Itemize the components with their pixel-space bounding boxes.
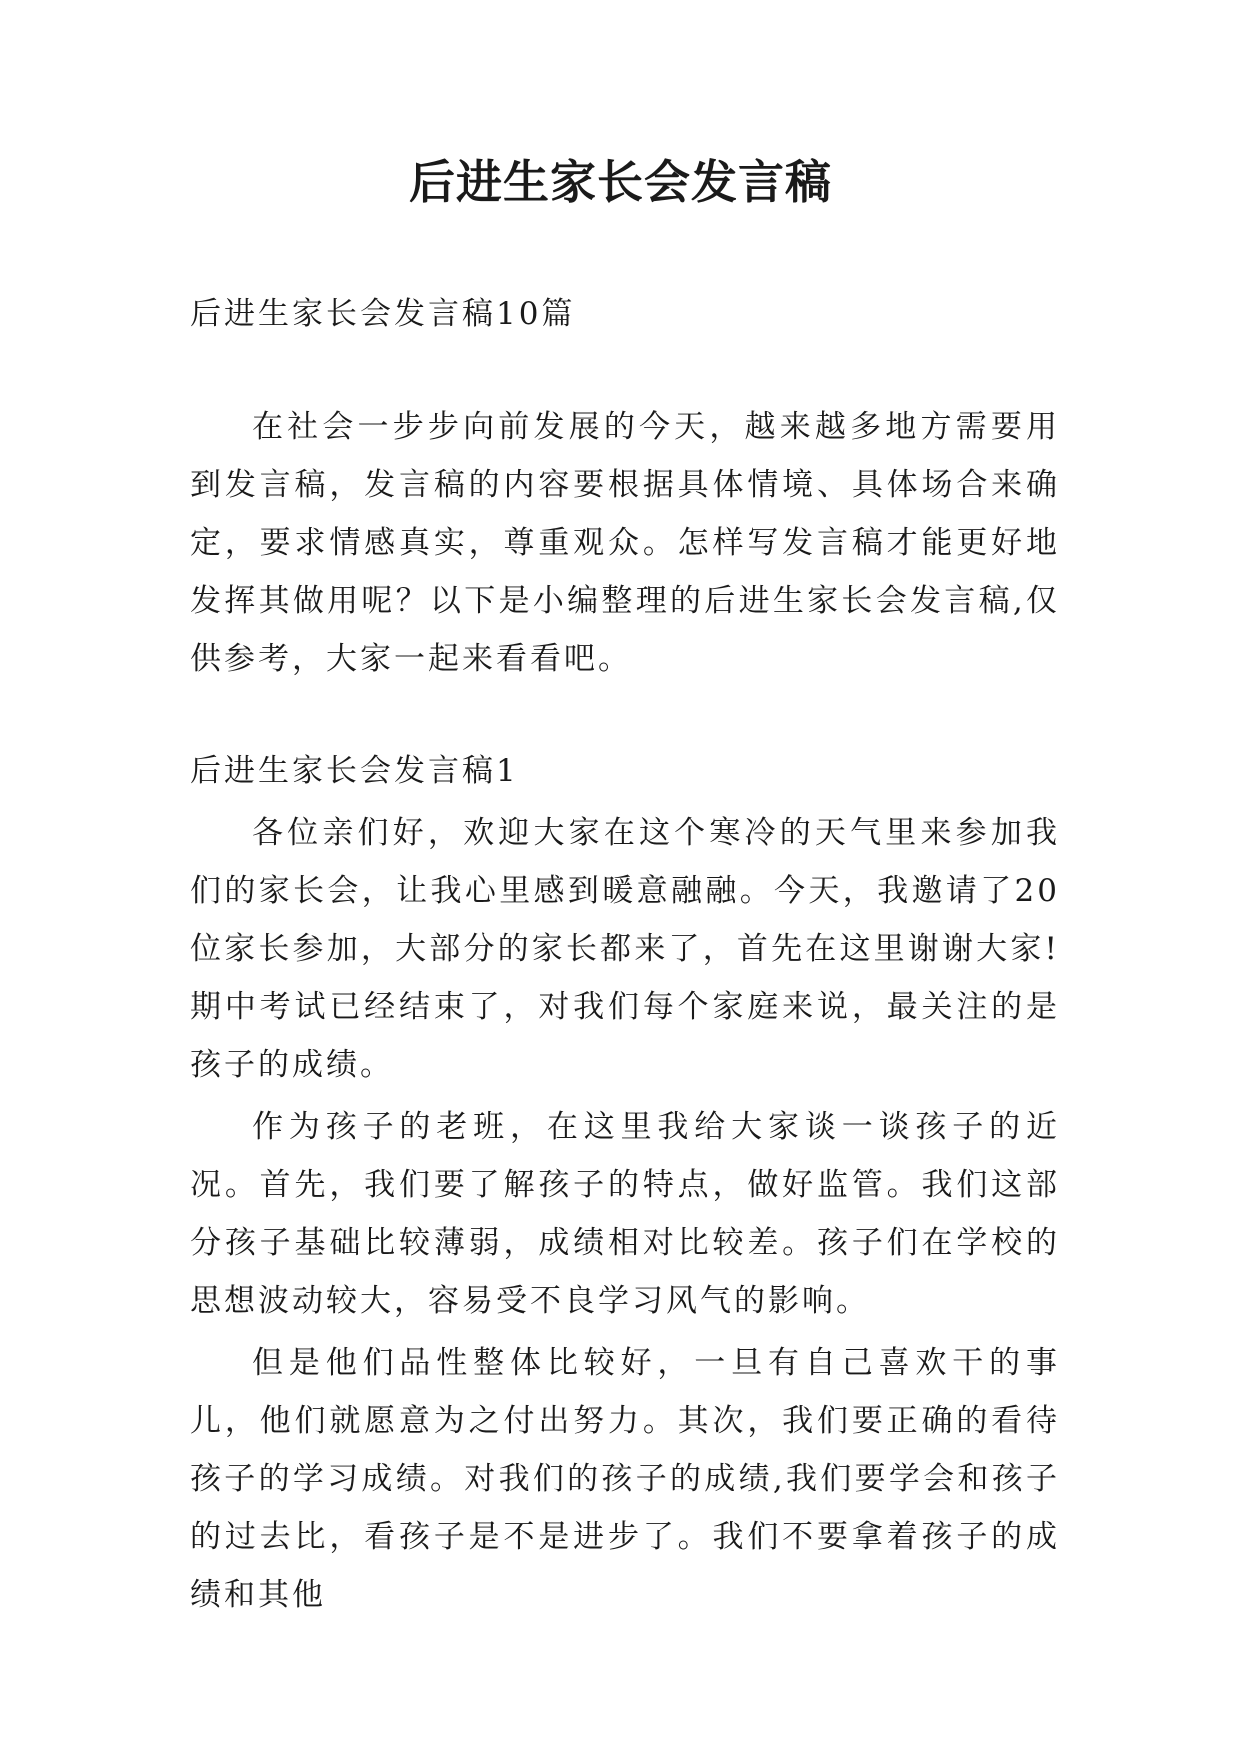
body-paragraph: 但是他们品性整体比较好，一旦有自己喜欢干的事儿，他们就愿意为之付出努力。其次，我们要正确的看待孩子的学习成绩。对我们的孩子的成绩,我们要学会和孩子的过去比，看孩子是不是进步了。我们不要拿着孩子的成绩和其他 (190, 1345, 1060, 1613)
document-title: 后进生家长会发言稿 (409, 155, 832, 209)
intro-paragraph: 在社会一步步向前发展的今天，越来越多地方需要用到发言稿，发言稿的内容要根据具体情境、具体场合来确定，要求情感真实，尊重观众。怎样写发言稿才能更好地发挥其做用呢？以下是小编整理的后进生家长会发言稿,仅供参考，大家一起来看看吧。 (190, 409, 1060, 677)
body-paragraph: 各位亲们好，欢迎大家在这个寒冷的天气里来参加我们的家长会，让我心里感到暖意融融。今天，我邀请了20位家长参加，大部分的家长都来了，首先在这里谢谢大家!期中考试已经结束了，对我们每个家庭来说，最关注的是孩子的成绩。 (190, 815, 1060, 1083)
body-paragraph: 作为孩子的老班，在这里我给大家谈一谈孩子的近况。首先，我们要了解孩子的特点，做好监管。我们这部分孩子基础比较薄弱，成绩相对比较差。孩子们在学校的思想波动较大，容易受不良学习风气的影响。 (190, 1109, 1060, 1319)
section-heading: 后进生家长会发言稿1 (190, 753, 519, 789)
document-subtitle: 后进生家长会发言稿10篇 (190, 296, 576, 332)
document-body (190, 285, 1060, 1624)
